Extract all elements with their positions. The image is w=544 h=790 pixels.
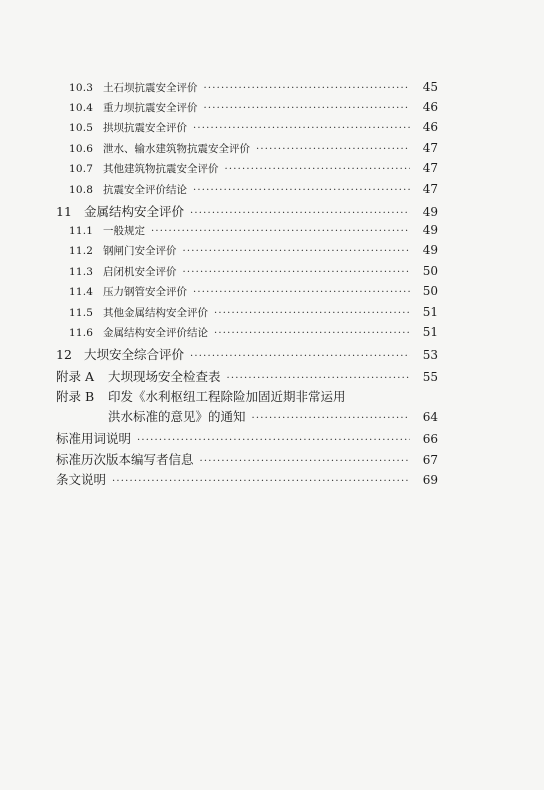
chapter-number: 12 (56, 347, 72, 362)
page-number: 47 (422, 141, 438, 155)
appendix-title-continuation: 洪水标准的意见》的通知 (108, 409, 246, 424)
leader-dots (227, 373, 410, 384)
chapter-title: 大坝安全综合评价 (84, 347, 185, 362)
section-number: 11.6 (69, 327, 94, 339)
toc-entry[interactable] (0, 305, 544, 323)
page-number: 66 (422, 432, 438, 446)
page-number: 64 (422, 410, 438, 424)
section-number: 10.7 (69, 163, 94, 175)
section-title: 其他建筑物抗震安全评价 (103, 163, 219, 175)
page-number: 53 (422, 348, 438, 362)
toc-entry[interactable] (0, 450, 544, 468)
entry-title: 条文说明 (56, 472, 107, 487)
section-title: 其他金属结构安全评价 (103, 307, 208, 319)
section-title: 泄水、输水建筑物抗震安全评价 (103, 143, 250, 155)
page-number: 51 (422, 325, 438, 339)
toc-entry-continuation[interactable] (0, 407, 544, 425)
section-number: 11.5 (69, 307, 94, 319)
toc-entry[interactable] (0, 367, 544, 385)
page-number: 47 (422, 161, 438, 175)
leader-dots (225, 164, 411, 175)
section-number: 11.4 (69, 286, 94, 298)
toc-entry[interactable] (0, 120, 544, 138)
page-number: 49 (422, 243, 438, 257)
leader-dots (214, 328, 410, 339)
appendix-title: 印发《水利枢纽工程除险加固近期非常运用 (108, 389, 346, 404)
leader-dots (252, 413, 410, 424)
toc-entry[interactable] (0, 202, 544, 220)
leader-dots (193, 123, 410, 134)
leader-dots (256, 144, 410, 155)
page-number: 45 (422, 80, 438, 94)
toc-entry[interactable] (0, 429, 544, 447)
section-title: 拱坝抗震安全评价 (103, 122, 187, 134)
leader-dots (112, 476, 410, 487)
toc-entry[interactable] (0, 182, 544, 200)
section-number: 11.2 (69, 245, 94, 257)
toc-entry[interactable] (0, 80, 544, 98)
section-title: 压力钢管安全评价 (103, 286, 187, 298)
section-number: 10.6 (69, 143, 94, 155)
toc-entry[interactable] (0, 243, 544, 261)
leader-dots (190, 351, 410, 362)
leader-dots (151, 226, 410, 237)
toc-entry[interactable] (0, 264, 544, 282)
leader-dots (137, 435, 410, 446)
section-title: 金属结构安全评价结论 (103, 327, 208, 339)
leader-dots (204, 83, 411, 94)
leader-dots (200, 456, 410, 467)
page-number: 69 (422, 473, 438, 487)
page-number: 46 (422, 120, 438, 134)
section-number: 10.3 (69, 82, 94, 94)
page-number: 47 (422, 182, 438, 196)
toc-entry[interactable] (0, 345, 544, 363)
page-number: 49 (422, 205, 438, 219)
leader-dots (204, 103, 411, 114)
page-number: 51 (422, 305, 438, 319)
entry-title: 标准用词说明 (56, 431, 132, 446)
appendix-title: 大坝现场安全检查表 (108, 369, 221, 384)
toc-entry[interactable] (0, 161, 544, 179)
leader-dots (214, 308, 410, 319)
page-number: 67 (422, 453, 438, 467)
leader-dots (193, 185, 410, 196)
leader-dots (183, 246, 411, 257)
toc-entry[interactable] (0, 100, 544, 118)
section-title: 重力坝抗震安全评价 (103, 102, 198, 114)
section-title: 一般规定 (103, 225, 145, 237)
section-title: 抗震安全评价结论 (103, 184, 187, 196)
page-number: 50 (422, 264, 438, 278)
section-number: 11.3 (69, 266, 94, 278)
section-number: 10.5 (69, 122, 94, 134)
toc-entry[interactable] (0, 470, 544, 488)
section-number: 10.4 (69, 102, 94, 114)
appendix-number: 附录 B (56, 389, 95, 404)
section-number: 11.1 (69, 225, 94, 237)
section-title: 土石坝抗震安全评价 (103, 82, 198, 94)
appendix-number: 附录 A (56, 369, 95, 384)
page-number: 50 (422, 284, 438, 298)
chapter-number: 11 (56, 204, 72, 219)
toc-entry[interactable] (0, 141, 544, 159)
section-title: 钢闸门安全评价 (103, 245, 177, 257)
leader-dots (193, 287, 410, 298)
page-number: 46 (422, 100, 438, 114)
toc-entry[interactable] (0, 223, 544, 241)
toc-entry[interactable] (0, 284, 544, 302)
leader-dots (190, 208, 410, 219)
section-number: 10.8 (69, 184, 94, 196)
entry-title: 标准历次版本编写者信息 (56, 452, 194, 467)
leader-dots (183, 267, 411, 278)
chapter-title: 金属结构安全评价 (84, 204, 185, 219)
toc-entry[interactable] (0, 325, 544, 343)
toc-entry-first-line[interactable] (0, 387, 544, 405)
page-number: 55 (422, 370, 438, 384)
section-title: 启闭机安全评价 (103, 266, 177, 278)
page-number: 49 (422, 223, 438, 237)
